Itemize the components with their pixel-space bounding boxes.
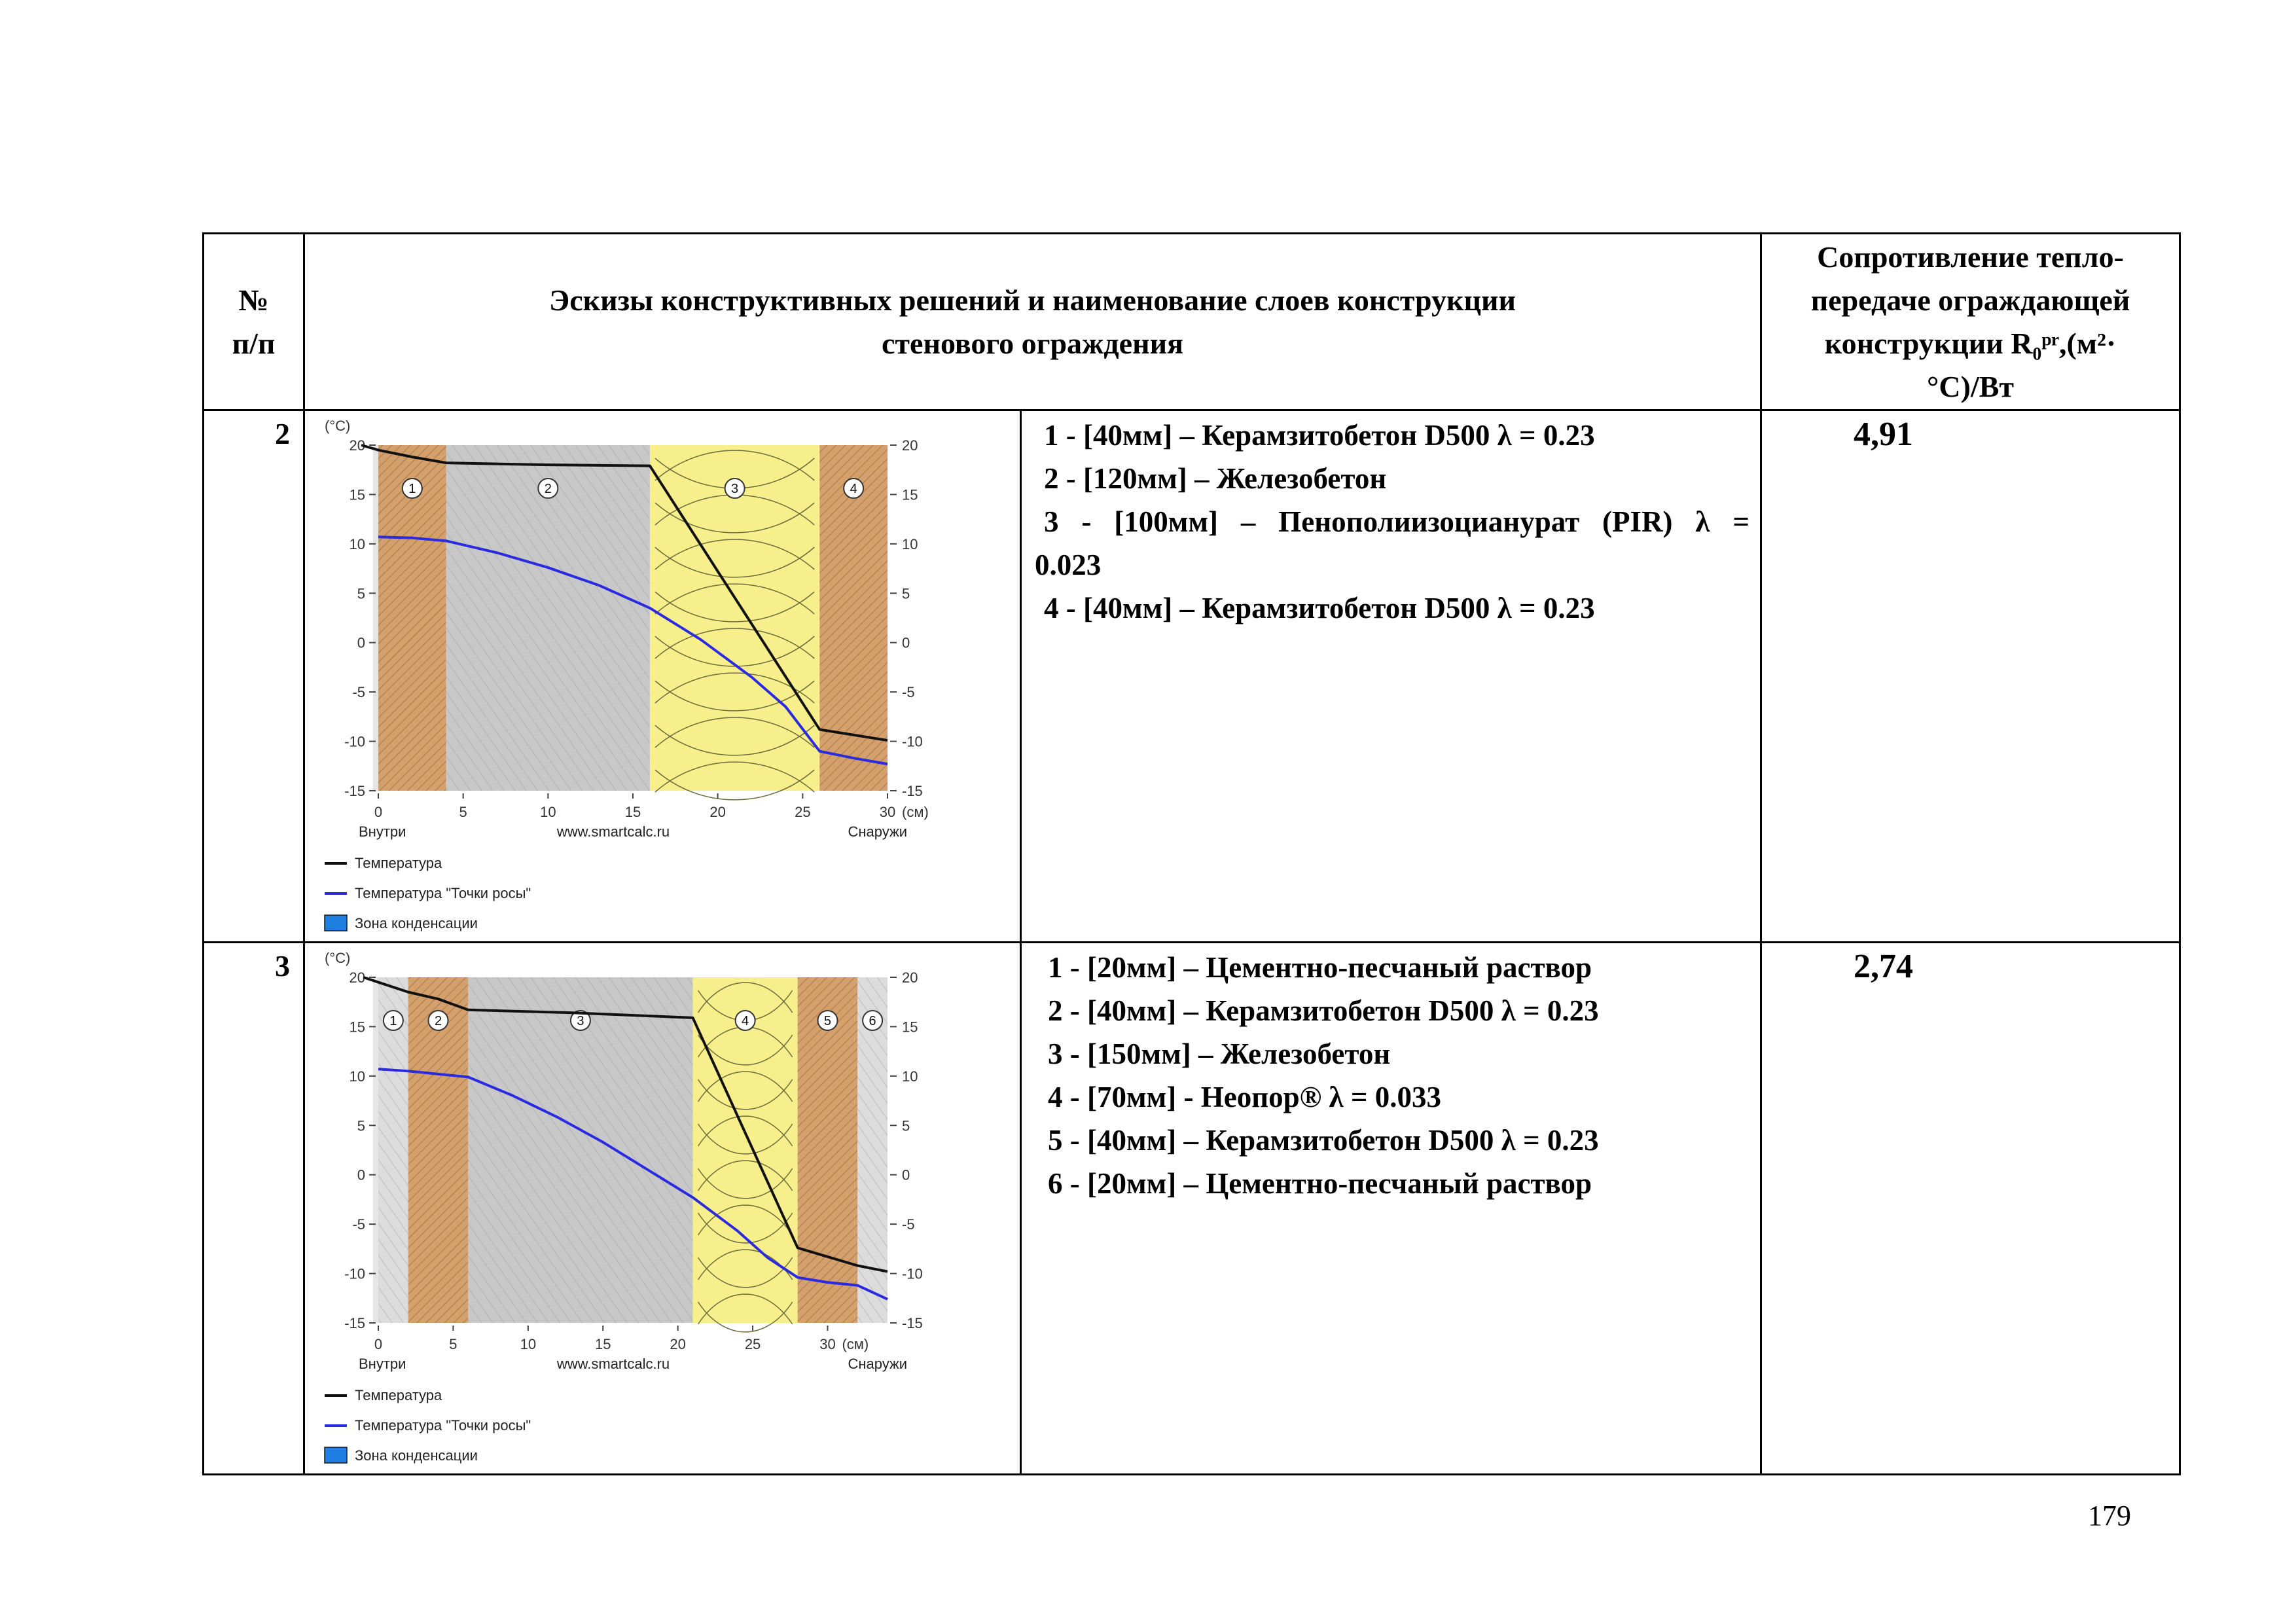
header-resistance-line: передаче ограждающей xyxy=(1810,283,2130,317)
y-tick-label: -5 xyxy=(352,1216,365,1233)
legend-swatch xyxy=(325,1447,347,1463)
y-tick-label-right: 0 xyxy=(902,1166,910,1183)
x-tick-label: 15 xyxy=(594,1336,611,1352)
layer-line: 2 - [40мм] – Керамзитобетон D500 λ = 0.23 xyxy=(1048,994,1599,1027)
x-tick-label: 10 xyxy=(540,804,556,820)
y-tick-label-right: 10 xyxy=(902,1068,918,1085)
legend-label: Зона конденсации xyxy=(355,915,478,931)
layer-line: 5 - [40мм] – Керамзитобетон D500 λ = 0.23 xyxy=(1048,1124,1599,1157)
row-number: 2 xyxy=(204,410,304,943)
legend-swatch xyxy=(325,915,347,931)
y-tick-label: 5 xyxy=(357,585,365,602)
y-tick-label: -15 xyxy=(344,1315,365,1331)
layer-line: 4 - [70мм] - Неопор® λ = 0.033 xyxy=(1048,1081,1442,1113)
layer-line: 0.023 xyxy=(1035,549,1102,581)
page-number: 179 xyxy=(2088,1500,2131,1532)
y-tick-label-right: 20 xyxy=(902,969,918,986)
x-axis-label: (см) xyxy=(842,1336,869,1352)
table-row xyxy=(204,410,2180,943)
layer-badge-label: 1 xyxy=(408,482,416,496)
x-tick-label: 20 xyxy=(670,1336,686,1352)
x-tick-label: 0 xyxy=(374,804,383,820)
layer-badge-label: 4 xyxy=(742,1014,749,1028)
y-tick-label: 20 xyxy=(349,969,365,986)
y-tick-label-right: -10 xyxy=(902,1265,923,1282)
layer-line: 1 - [40мм] – Керамзитобетон D500 λ = 0.23 xyxy=(1044,419,1595,452)
y-tick-label-right: 15 xyxy=(902,486,918,503)
header-num-line: п/п xyxy=(232,326,276,360)
y-tick-label: 15 xyxy=(349,1019,365,1036)
y-tick-label: 10 xyxy=(349,1068,365,1085)
header-resistance-line: Сопротивление тепло- xyxy=(1817,240,2124,274)
layers-description xyxy=(1021,943,1761,1475)
y-tick-label: 0 xyxy=(357,1166,365,1183)
y-tick-label: -15 xyxy=(344,783,365,799)
x-axis-label: (см) xyxy=(902,804,929,820)
layer-badge-label: 2 xyxy=(544,482,552,496)
legend-label: Температура "Точки росы" xyxy=(355,1417,531,1434)
layer-badge-label: 6 xyxy=(869,1014,876,1028)
y-tick-label-right: 5 xyxy=(902,585,910,602)
x-tick-label: 20 xyxy=(709,804,726,820)
y-tick-label: -10 xyxy=(344,733,365,750)
x-tick-label: 25 xyxy=(795,804,811,820)
y-tick-label-right: 20 xyxy=(902,437,918,454)
row-number: 3 xyxy=(204,943,304,1475)
y-tick-label-right: 15 xyxy=(902,1019,918,1036)
constructions-table xyxy=(202,232,2181,1475)
layer-badge-label: 5 xyxy=(823,1014,832,1028)
layer-badge-label: 3 xyxy=(577,1014,584,1028)
x-tick-label: 10 xyxy=(520,1336,537,1352)
header-num-line: № xyxy=(238,283,269,317)
legend-label: Температура "Точки росы" xyxy=(355,885,531,901)
x-tick-label: 30 xyxy=(879,804,896,820)
website-label: www.smartcalc.ru xyxy=(556,1356,670,1372)
header-sketch-line: стенового ограждения xyxy=(882,326,1183,360)
layer-line: 6 - [20мм] – Цементно-песчаный раствор xyxy=(1048,1167,1592,1200)
y-tick-label: 20 xyxy=(349,437,365,454)
y-tick-label-right: 10 xyxy=(902,535,918,552)
x-tick-label: 30 xyxy=(819,1336,836,1352)
layer-badge-label: 4 xyxy=(850,482,857,496)
layer-line: 3 - [100мм] – Пенополиизоцианурат (PIR) λ = xyxy=(1044,505,1750,538)
layers-description xyxy=(1021,410,1761,943)
layer-line: 3 - [150мм] – Железобетон xyxy=(1048,1038,1391,1070)
x-tick-label: 15 xyxy=(624,804,641,820)
layer-badge-label: 1 xyxy=(389,1014,397,1028)
x-tick-label: 0 xyxy=(374,1336,383,1352)
inside-label: Внутри xyxy=(359,823,406,840)
outside-label: Снаружи xyxy=(848,1356,907,1372)
y-tick-label: -10 xyxy=(344,1265,365,1282)
x-tick-label: 5 xyxy=(459,804,467,820)
x-tick-label: 25 xyxy=(744,1336,761,1352)
y-axis-label: (°C) xyxy=(325,950,351,966)
outside-label: Снаружи xyxy=(848,823,907,840)
resistance-value: 4,91 xyxy=(1761,410,2180,943)
y-tick-label: 5 xyxy=(357,1117,365,1134)
header-resistance-line: конструкции R₀ᵖʳ,(м²· xyxy=(1824,326,2117,360)
y-tick-label-right: -5 xyxy=(902,1216,915,1233)
legend-label: Температура xyxy=(355,1387,442,1403)
resistance-value: 2,74 xyxy=(1761,943,2180,1475)
y-tick-label: -5 xyxy=(352,684,365,701)
table-row xyxy=(204,943,2180,1475)
y-tick-label: 0 xyxy=(357,634,365,651)
header-row xyxy=(204,234,2180,410)
layer-line: 4 - [40мм] – Керамзитобетон D500 λ = 0.23 xyxy=(1044,592,1595,624)
legend-label: Зона конденсации xyxy=(355,1447,478,1464)
website-label: www.smartcalc.ru xyxy=(556,823,670,840)
header-sketch-line: Эскизы конструктивных решений и наименование слоев конструкции xyxy=(549,283,1516,317)
layer-badge-label: 3 xyxy=(731,482,739,496)
temperature-chart xyxy=(305,411,1022,938)
legend-label: Температура xyxy=(355,855,442,871)
y-axis-label: (°C) xyxy=(325,418,351,434)
header-num xyxy=(204,234,304,410)
y-tick-label-right: -15 xyxy=(902,783,923,799)
temperature-chart xyxy=(305,943,1022,1470)
chart-cell xyxy=(304,943,1021,1475)
y-tick-label-right: -15 xyxy=(902,1315,923,1331)
layer-badge-label: 2 xyxy=(434,1014,442,1028)
y-tick-label-right: 0 xyxy=(902,634,910,651)
y-tick-label-right: 5 xyxy=(902,1117,910,1134)
layer-line: 1 - [20мм] – Цементно-песчаный раствор xyxy=(1048,951,1592,984)
layer-line: 2 - [120мм] – Железобетон xyxy=(1044,462,1387,495)
inside-label: Внутри xyxy=(359,1356,406,1372)
header-resistance-line: °С)/Вт xyxy=(1927,369,2015,403)
y-tick-label-right: -10 xyxy=(902,733,923,750)
y-tick-label: 15 xyxy=(349,486,365,503)
y-tick-label-right: -5 xyxy=(902,684,915,701)
header-resistance xyxy=(1761,234,2180,410)
chart-cell xyxy=(304,410,1021,943)
y-tick-label: 10 xyxy=(349,535,365,552)
header-sketch xyxy=(304,234,1761,410)
x-tick-label: 5 xyxy=(449,1336,457,1352)
